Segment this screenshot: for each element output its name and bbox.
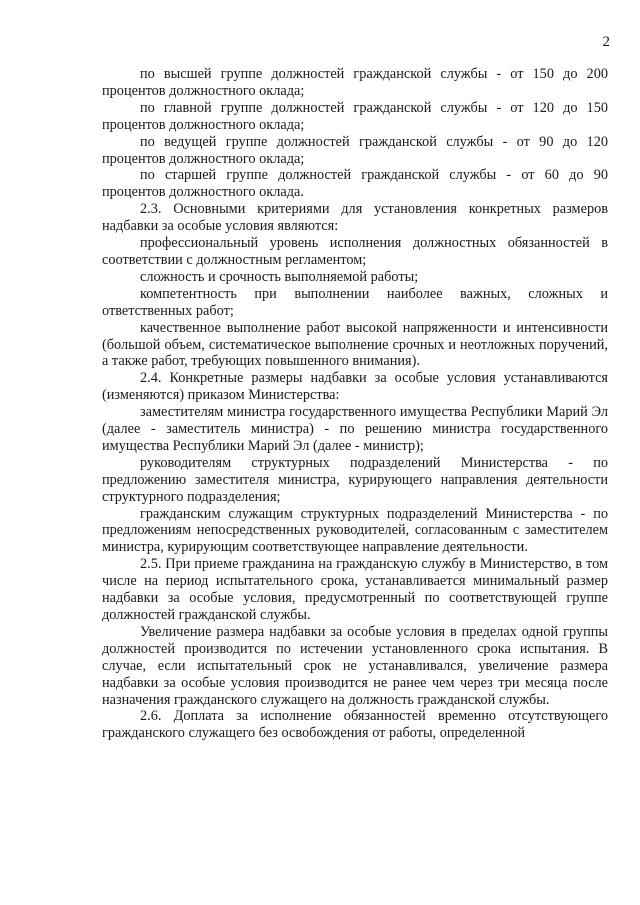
paragraph: руководителям структурных подразделений Министерства - по предложению заместителя министра, курирующего направления деятельности структурного подразделения; (102, 454, 608, 505)
paragraph: 2.3. Основными критериями для установления конкретных размеров надбавки за особые условия являются: (102, 201, 608, 235)
paragraph: 2.5. При приеме гражданина на гражданскую службу в Министерство, в том числе на период испытательного срока, устанавливается минимальный размер надбавки за особые условия, предусмотренный по соответствующей группе должностей гражданской службы. (102, 556, 608, 623)
paragraph: 2.6. Доплата за исполнение обязанностей временно отсутствующего гражданского служащего без освобождения от работы, определенной (102, 708, 608, 742)
paragraph: сложность и срочность выполняемой работы; (140, 268, 419, 285)
paragraph: 2.4. Конкретные размеры надбавки за особые условия устанавливаются (изменяются) приказом Министерства: (102, 370, 608, 404)
paragraph: по ведущей группе должностей гражданской службы - от 90 до 120 процентов должностного оклада; (102, 133, 608, 167)
paragraph: профессиональный уровень исполнения должностных обязанностей в соответствии с должностным регламентом; (102, 235, 608, 268)
paragraph: по главной группе должностей гражданской службы - от 120 до 150 процентов должностного оклада; (102, 99, 608, 133)
paragraph: заместителям министра государственного имущества Республики Марий Эл (далее - заместитель министра) - по решению министра государственного имущества Республики Марий Эл (далее - министр); (102, 404, 608, 454)
page-number: 2 (602, 34, 610, 50)
paragraph: гражданским служащим структурных подразделений Министерства - по предложениям непосредственных руководителей, согласованным с заместителем министра, курирующим соответствующее направление деятельности. (102, 505, 608, 556)
paragraph: компетентность при выполнении наиболее важных, сложных и ответственных работ; (102, 285, 608, 319)
paragraph: по старшей группе должностей гражданской службы - от 60 до 90 процентов должностного оклада. (102, 167, 608, 201)
document-body (102, 66, 608, 742)
paragraph: качественное выполнение работ высокой напряженности и интенсивности (большой объем, систематическое выполнение срочных и неотложных поручений, а также работ, требующих повышенного внимания). (102, 319, 608, 370)
paragraph: Увеличение размера надбавки за особые условия в пределах одной группы должностей производится по истечении установленного срока испытания. В случае, если испытательный срок не устанавливался, увеличение размера надбавки за особые условия производится не ранее чем через три месяца после назначения гражданского служащего на должность гражданской службы. (102, 623, 608, 708)
paragraph: по высшей группе должностей гражданской службы - от 150 до 200 процентов должностного оклада; (102, 66, 608, 99)
